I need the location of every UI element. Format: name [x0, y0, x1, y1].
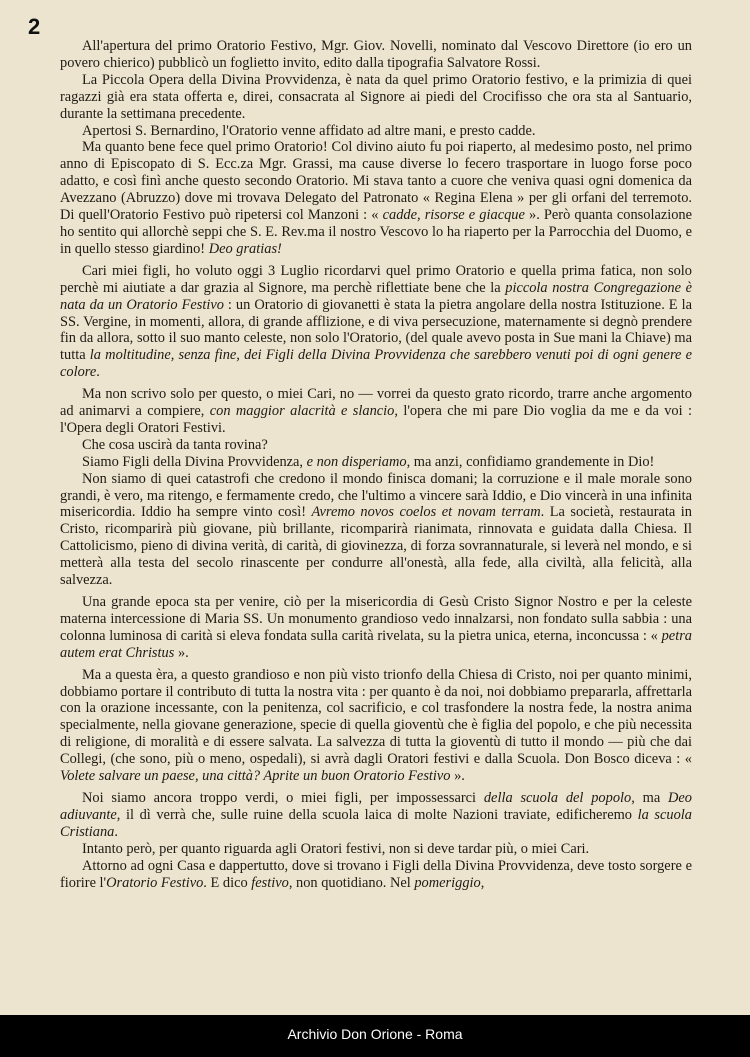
paragraph: La Piccola Opera della Divina Provvidenza, è nata da quel primo Oratorio festivo, e la primizia di quei ragazzi già era stata offerta e, direi, consacrata al Signore ai piedi del Crocifisso che ora sta al Santuario, durante la settimana precedente.	[60, 71, 692, 122]
page-number: 2	[28, 14, 41, 39]
paragraph: Noi siamo ancora troppo verdi, o miei figli, per impossessarci della scuola del popolo, ma Deo adiuvante, il dì verrà che, sulle ruine della scuola laica di molte Nazioni traviate, edificheremo la scuola Cristiana.	[60, 789, 693, 840]
emphasis: cadde, risorse e giacque	[382, 207, 525, 224]
paragraph: Intanto però, per quanto riguarda agli Oratori festivi, non si deve tardar più, o miei Cari.	[82, 840, 590, 857]
emphasis: Volete salvare un paese, una città? Aprite un buon Oratorio Festivo	[60, 768, 451, 785]
emphasis: e non disperiamo	[306, 453, 407, 470]
emphasis: della scuola del popolo	[483, 789, 632, 806]
emphasis: Deo gratias!	[208, 240, 282, 257]
paragraph: Cari miei figli, ho voluto oggi 3 Luglio ricordarvi quel primo Oratorio e quella prima fatica, non solo perchè mi aiutiate a dar grazia al Signore, ma perchè riflettiate bene che la piccola nostra Congregazione è nata da un Oratorio Festivo : un Oratorio di giovanetti è stata la pietra angolare della nostra Istituzione. E la SS. Vergine, in momenti, allora, di grande afflizione, e di viva persecuzione, maternamente si degnò prendere fin da allora, sotto il suo manto celeste, non solo l'Oratorio, (del quale avevo posta in Sue mani la Chiave) ma tutta la moltitudine, senza fine, dei Figli della Divina Provvidenza che sarebbero venuti poi di ogni genere e colore.	[60, 262, 693, 381]
paragraph: Attorno ad ogni Casa e dappertutto, dove si trovano i Figli della Divina Provvidenza, deve tosto sorgere e fiorire l'Oratorio Festivo. E dico festivo, non quotidiano. Nel pomeriggio,	[60, 857, 692, 891]
emphasis: la moltitudine, senza fine, dei Figli della Divina Provvidenza che sarebbero venuti poi di ogni genere e colore	[60, 347, 692, 381]
paragraph: Ma non scrivo solo per questo, o miei Cari, no — vorrei da questo grato ricordo, trarre anche argomento ad animarvi a compiere, con maggior alacrità e slancio, l'opera che mi pare Dio voglia da me e da voi : l'Opera degli Oratori Festivi.	[60, 386, 692, 436]
emphasis: festivo	[251, 874, 289, 891]
paragraph: Che cosa uscirà da tanta rovina?	[82, 436, 268, 453]
letter-body	[60, 38, 692, 891]
emphasis: la scuola Cristiana	[60, 806, 692, 840]
paragraph: All'apertura del primo Oratorio Festivo, Mgr. Giov. Novelli, nominato dal Vescovo Direttore (io ero un povero chierico) pubblicò un foglietto invito, edito dalla tipografia Salvatore Rossi.	[60, 38, 692, 71]
emphasis: con maggior alacrità e slancio	[209, 403, 395, 420]
paragraph: Ma quanto bene fece quel primo Oratorio! Col divino aiuto fu poi riaperto, al medesimo posto, nel primo anno di Episcopato di S. Ecc.za Mgr. Grassi, ma cause diverse lo fecero trasportare in luogo forse poco adatto, e così finì anche questo secondo Oratorio. Mi stava tanto a cuore che veniva quasi ogni domenica da Avezzano (Abruzzo) dove mi trovava Delegato del Patronato « Regina Elena » per gli orfani del terremoto. Di quell'Oratorio Festivo può ripetersi col Manzoni : « cadde, risorse e giacque ». Però quanta consolazione ho sentito qui allorchè seppi che S. E. Rev.ma il nostro Vescovo lo ha riaperto per la Parrocchia del Duomo, e in quello stesso giardino! Deo gratias!	[60, 139, 692, 257]
paragraph: Siamo Figli della Divina Provvidenza, e non disperiamo, ma anzi, confidiamo grandemente in Dio!	[82, 453, 655, 470]
emphasis: Oratorio Festivo	[106, 874, 204, 891]
paragraph: Apertosi S. Bernardino, l'Oratorio venne affidato ad altre mani, e presto cadde.	[82, 122, 536, 139]
emphasis: Deo adiuvante	[60, 789, 693, 823]
emphasis: piccola nostra Congregazione è nata da un Oratorio Festivo	[60, 279, 693, 313]
paragraph: Ma a questa èra, a questo grandioso e non più visto trionfo della Chiesa di Cristo, noi per quanto minimi, dobbiamo portare il contributo di tutta la nostra vita : per quanto è da noi, noi dobbiamo prepararla, affrettarla con la orazione incessante, con la penitenza, col sacrificio, e col trasfondere la nostra fede, la nostra anima specialmente, nella giovane generazione, specie di quella gioventù che è figlia del popolo, e che più necessita di religione, di moralità e di essere salvata. La salvezza di tutta la gioventù di tutto il mondo — più che dai Collegi, (che sono, più o meno, ospedali), si avrà dagli Oratori festivi e dalla Scuola. Don Bosco diceva : « Volete salvare un paese, una città? Aprite un buon Oratorio Festivo ».	[60, 666, 692, 785]
emphasis: Avremo novos coelos et novam terram	[311, 504, 541, 521]
emphasis: petra autem erat Christus	[60, 627, 692, 661]
emphasis: pomeriggio	[414, 874, 481, 891]
archive-footer: Archivio Don Orione - Roma	[0, 1015, 750, 1057]
paragraph: Non siamo di quei catastrofi che credono il mondo finisca domani; la corruzione e il male morale sono grandi, è vero, ma ritengo, e fermamente credo, che l'ultimo a vincere sarà Iddio, e Dio vincerà in una infinita misericordia. Iddio ha sempre vinto così! Avremo novos coelos et novam terram. La società, restaurata in Cristo, ricomparirà più giovane, più brillante, ricomparirà rianimata, rinnovata e guidata dalla Chiesa. Il Cattolicismo, pieno di divina verità, di carità, di giovinezza, di forza sovrannaturale, si leverà nel mondo, e si metterà alla testa del secolo rinascente per condurre all'onestà, alla fede, alla civiltà, alla felicità, alla salvezza.	[60, 470, 692, 589]
paragraph: Una grande epoca sta per venire, ciò per la misericordia di Gesù Cristo Signor Nostro e per la celeste materna intercessione di Maria SS. Un monumento grandioso vedo innalzarsi, non fondato sulla sabbia : una colonna luminosa di carità si eleva fondata sulla carità rivelata, su la pietra unica, eterna, inconcussa : « petra autem erat Christus ».	[60, 594, 692, 661]
